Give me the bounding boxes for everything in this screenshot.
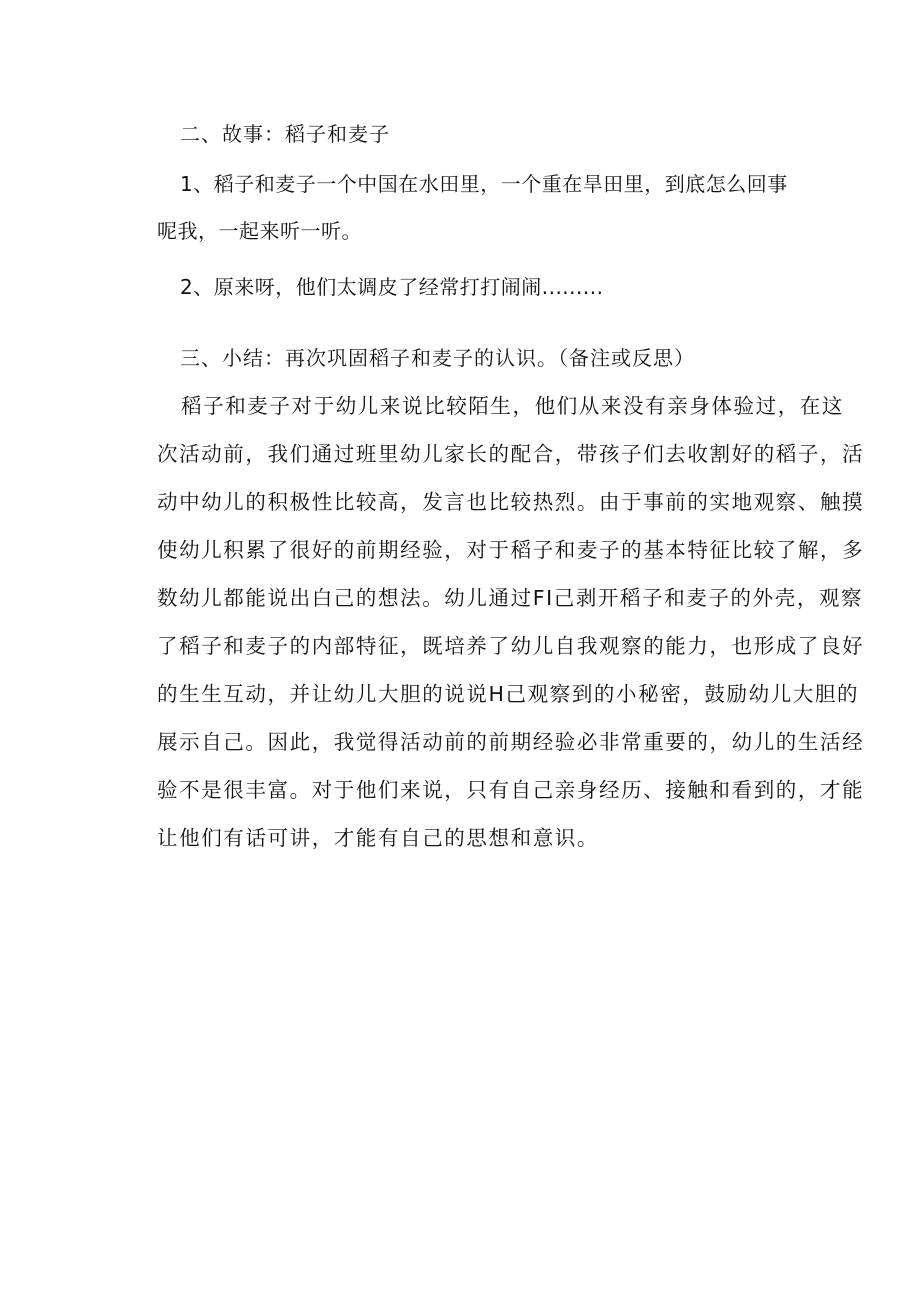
paragraph-line: 了稻子和麦子的内部特征，既培养了幼儿自我观察的能力，也形成了良好 [157,634,865,658]
paragraph-line: 稻子和麦子对于幼儿来说比较陌生，他们从来没有亲身体验过，在这 [181,394,844,418]
paragraph-line: 动中幼儿的积极性比较高，发言也比较热烈。由于事前的实地观察、触摸 [157,490,865,514]
paragraph-line: 数幼儿都能说出白己的想法。幼儿通过FI己剥开稻子和麦子的外壳，观察 [157,586,864,610]
paragraph-line: 让他们有话可讲，才能有自己的思想和意识。 [157,826,599,850]
paragraph-line: 展示自己。因此，我觉得活动前的前期经验必非常重要的，幼儿的生活经 [157,730,865,754]
list-item-2: 2、原来呀，他们太调皮了经常打打闹闹......... [180,275,604,299]
section-heading-story: 二、故事：稻子和麦子 [180,122,390,146]
paragraph-line: 使幼儿积累了很好的前期经验，对于稻子和麦子的基本特征比较了解，多 [157,538,865,562]
paragraph-line: 验不是很丰富。对于他们来说，只有自己亲身经历、接触和看到的，才能 [157,778,865,802]
list-item-1-line-2: 呢我，一起来听一听。 [157,219,362,243]
paragraph-line: 次活动前，我们通过班里幼儿家长的配合，带孩子们去收割好的稻子，活 [157,442,865,466]
section-heading-summary: 三、小结：再次巩固稻子和麦子的认识。（备注或反思） [180,346,695,370]
paragraph-line: 的生生互动，并让幼儿大胆的说说H己观察到的小秘密，鼓励幼儿大胆的 [157,682,860,706]
list-item-1-line-1: 1、稻子和麦子一个中国在水田里，一个重在旱田里，到底怎么回事 [180,172,788,196]
